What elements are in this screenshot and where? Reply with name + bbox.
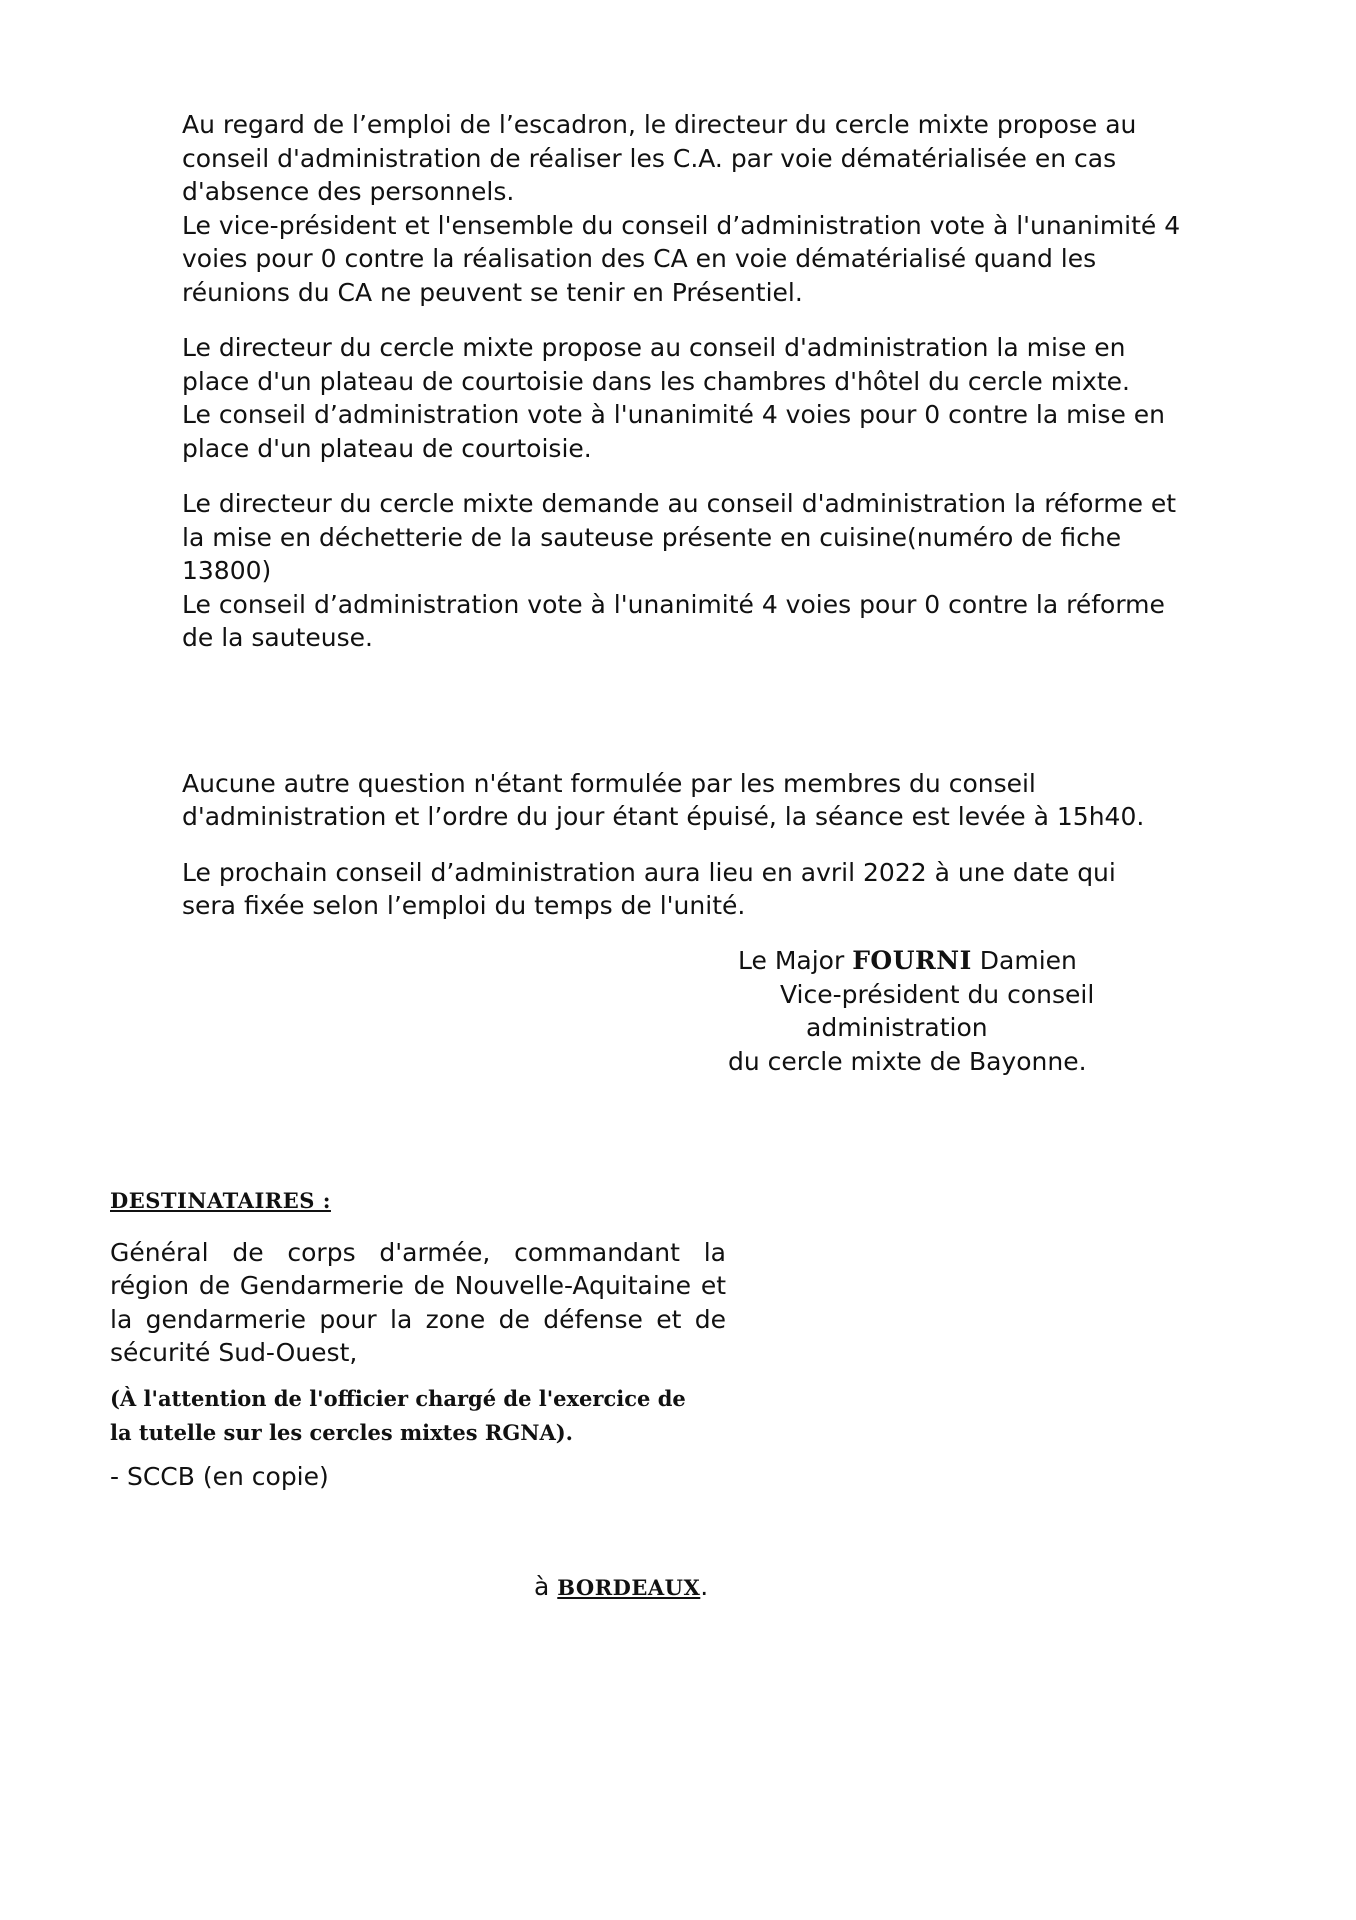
paragraph-plateau-courtoisie: [182, 331, 1192, 465]
attention-line: (À l'attention de l'officier chargé de l'exercice de: [110, 1385, 686, 1411]
text-line: 13800): [182, 556, 272, 585]
signatory-title-line: administration: [806, 1013, 988, 1042]
signatory-firstname: Damien: [971, 946, 1077, 975]
paragraph-cloture-seance: [182, 767, 1192, 834]
text-line: place d'un plateau de courtoisie dans les chambres d'hôtel du cercle mixte.: [182, 366, 1130, 396]
text-line: d'administration et l’ordre du jour étant épuisé, la séance est levée à 15h40.: [182, 802, 1145, 831]
text-line: Le directeur du cercle mixte propose au conseil d'administration la mise en: [182, 333, 1126, 362]
spacer: [182, 677, 1192, 767]
text-line: place d'un plateau de courtoisie.: [182, 433, 592, 463]
signatory-title-line: du cercle mixte de Bayonne.: [728, 1046, 1087, 1076]
paragraph-dematerialisation: [182, 108, 1192, 309]
recipient-attention-note: [110, 1382, 726, 1450]
destination-prefix: à: [534, 1572, 558, 1601]
document-body: [182, 108, 1192, 945]
text-line: Aucune autre question n'étant formulée par les membres du conseil: [182, 768, 1036, 798]
text-line: Le prochain conseil d’administration aura lieu en avril 2022 à une date qui: [182, 857, 1116, 887]
text-line: voies pour 0 contre la réalisation des CA en voie dématérialisé quand les: [182, 244, 1097, 273]
signatory-surname: FOURNI: [852, 946, 972, 975]
signatory-name: [720, 944, 1140, 978]
destination-line: [534, 1570, 708, 1605]
recipients-heading: DESTINATAIRES :: [110, 1188, 331, 1213]
text-line: conseil d'administration de réaliser les C.A. par voie dématérialisée en cas: [182, 143, 1117, 173]
text-line: Le conseil d’administration vote à l'unanimité 4 voies pour 0 contre la réforme: [182, 589, 1165, 619]
text-line: la mise en déchetterie de la sauteuse présente en cuisine(numéro de fiche: [182, 522, 1122, 552]
recipients-block: [110, 1184, 726, 1493]
destination-city: BORDEAUX: [557, 1575, 701, 1600]
text-line: de la sauteuse.: [182, 623, 373, 652]
destination-suffix: .: [700, 1572, 709, 1601]
text-line: d'absence des personnels.: [182, 177, 515, 206]
text-line: Au regard de l’emploi de l’escadron, le directeur du cercle mixte propose au: [182, 110, 1137, 139]
recipient-copy: - SCCB (en copie): [110, 1461, 329, 1491]
paragraph-reforme-sauteuse: [182, 487, 1192, 655]
signature-block: [720, 944, 1140, 1078]
attention-line: la tutelle sur les cercles mixtes RGNA).: [110, 1419, 573, 1445]
text-line: Le vice-président et l'ensemble du conseil d’administration vote à l'unanimité 4: [182, 210, 1181, 240]
recipient-addressee: Général de corps d'armée, commandant la région de Gendarmerie de Nouvelle-Aquitaine et la gendarmerie pour la zone de défense et de sécurité Sud-Ouest,: [110, 1237, 726, 1367]
text-line: réunions du CA ne peuvent se tenir en Présentiel.: [182, 277, 803, 307]
signatory-title-line: Vice-président du conseil: [780, 979, 1095, 1009]
signatory-rank: Le Major: [738, 946, 853, 975]
paragraph-prochain-conseil: [182, 856, 1192, 923]
text-line: Le directeur du cercle mixte demande au conseil d'administration la réforme et: [182, 489, 1177, 518]
text-line: Le conseil d’administration vote à l'unanimité 4 voies pour 0 contre la mise en: [182, 400, 1165, 429]
text-line: sera fixée selon l’emploi du temps de l'unité.: [182, 891, 746, 920]
